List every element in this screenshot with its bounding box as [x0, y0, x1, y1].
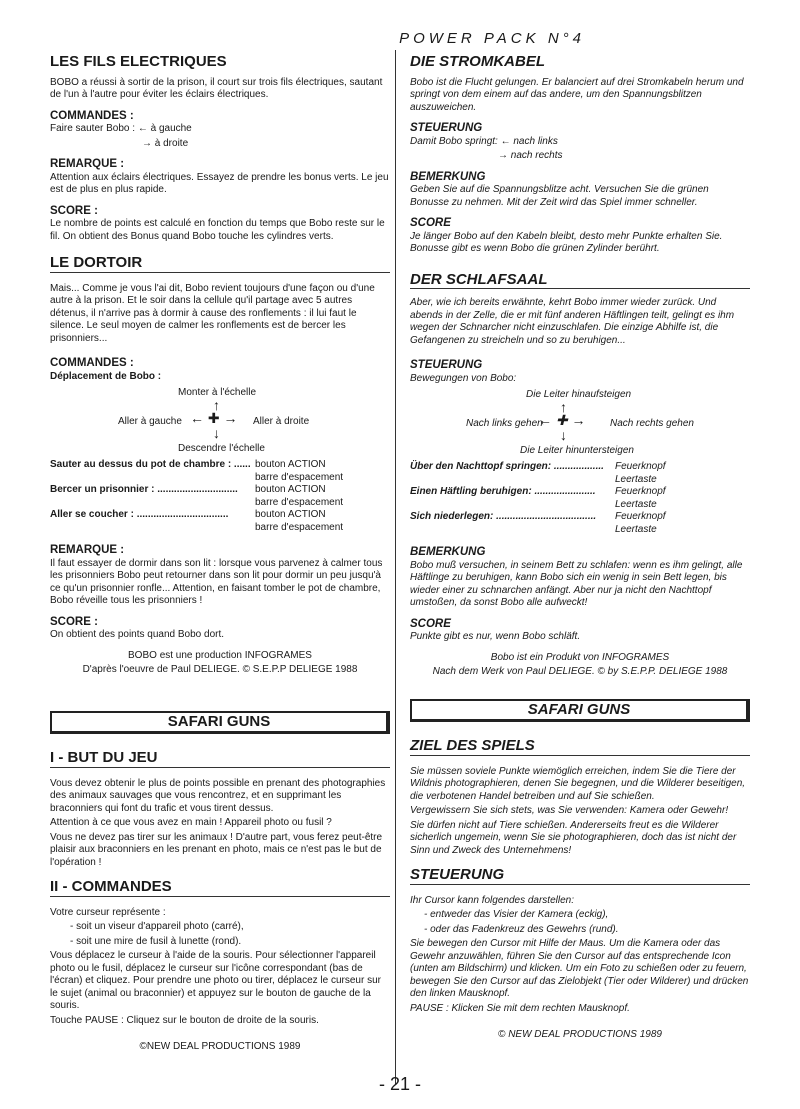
direction-diagram	[410, 387, 750, 457]
direction-left-label: Nach links gehen	[466, 418, 543, 429]
paragraph: Geben Sie auf die Spannungsblitze acht. Versuchen Sie die grünen Bonusse zu nehmen. Mit der Zeit wird das Spiel immer schneller.	[410, 184, 709, 208]
action-row	[50, 472, 390, 485]
subheading: REMARQUE :	[50, 544, 125, 556]
direction-up-label: Monter à l'échelle	[178, 387, 257, 398]
action-key-secondary: barre d'espacement	[255, 496, 344, 508]
arrow-up-icon: ↑	[560, 399, 567, 415]
page-header: POWER PACK N°4	[399, 30, 585, 47]
action-row	[410, 499, 750, 512]
credit-line: Nach dem Werk von Paul DELIEGE. © by S.E.P.P. DELIEGE 1988	[432, 666, 728, 677]
subheading: STEUERUNG	[410, 359, 483, 371]
section-title: ZIEL DES SPIELS	[410, 740, 750, 756]
spacer	[50, 497, 255, 510]
subheading: SCORE :	[50, 204, 98, 217]
list-item: - entweder das Visier der Kamera (eckig),	[424, 909, 609, 920]
cross-arrows-icon: ← ✚ →	[538, 412, 586, 428]
section-title: II - COMMANDES	[50, 881, 390, 897]
paragraph: Bobo ist die Flucht gelungen. Er balanciert auf drei Stromkabeln herum und springt von dem einem auf das andere, um den Spannungsblitzen auszuweichen.	[410, 76, 744, 113]
french-column	[50, 50, 390, 1056]
direction-diagram	[50, 385, 390, 455]
paragraph: Sie dürfen nicht auf Tiere schießen. Andererseits freut es die Wilderer sicherlich ungemein, wenn Sie sie photographieren, doch das ist nicht der Sinn und Zweck des Unternehmens!	[410, 819, 737, 856]
paragraph: Votre curseur représente :	[50, 906, 166, 918]
action-row	[410, 474, 750, 487]
action-key-secondary: Leertaste	[615, 473, 657, 485]
action-row	[50, 484, 390, 497]
action-key-secondary: barre d'espacement	[255, 471, 344, 483]
credit-line: D'après l'oeuvre de Paul DELIEGE. © S.E.P.P DELIEGE 1988	[82, 664, 358, 675]
action-row	[410, 461, 750, 474]
action-row	[410, 524, 750, 537]
action-key-primary: Feuerknopf	[615, 511, 666, 522]
action-key-primary: bouton ACTION	[255, 459, 326, 470]
list-item: - soit un viseur d'appareil photo (carré),	[70, 921, 244, 932]
spacer	[50, 522, 255, 535]
arrow-down-icon: ↓	[560, 427, 567, 443]
direction-right-label: Nach rechts gehen	[610, 418, 694, 429]
action-label: Sauter au dessus du pot de chambre : ......	[50, 459, 251, 470]
paragraph: Le nombre de points est calculé en fonction du temps que Bobo reste sur le fil. On obtient des Bonus quand Bobo touche les cylindres verts.	[50, 218, 385, 242]
action-key-primary: Feuerknopf	[615, 461, 666, 472]
section-title: I - BUT DU JEU	[50, 752, 390, 768]
action-row	[50, 497, 390, 510]
action-key-secondary: barre d'espacement	[255, 521, 344, 533]
page-number: - 21 -	[378, 1074, 421, 1094]
subheading: REMARQUE :	[50, 158, 125, 170]
spacer	[410, 474, 615, 487]
action-row	[50, 459, 390, 472]
action-row	[410, 486, 750, 499]
direction-up-label: Die Leiter hinaufsteigen	[526, 389, 632, 400]
direction-down-label: Descendre l'échelle	[178, 443, 265, 454]
action-key-primary: bouton ACTION	[255, 484, 326, 495]
actions-table	[410, 461, 750, 536]
copyright-footer: ©NEW DEAL PRODUCTIONS 1989	[139, 1041, 301, 1052]
subheading: COMMANDES :	[50, 357, 134, 369]
subheading: COMMANDES :	[50, 109, 134, 122]
section-banner: SAFARI GUNS	[50, 711, 390, 735]
section-title: LES FILS ELECTRIQUES	[50, 53, 227, 70]
direction-right-label: Aller à droite	[253, 416, 310, 427]
paragraph: Vous devez obtenir le plus de points possible en prenant des photographies des animaux sauvages que vous rencontrez, et en supprimant les braconniers qui font du trafic et vous tirent dessus.	[50, 777, 386, 814]
action-label: Über den Nachttopf springen: ..................	[410, 461, 604, 472]
paragraph: Sie bewegen den Cursor mit Hilfe der Maus. Um die Kamera oder das Gewehr anzuwählen, führen Sie den Cursor auf das entsprechende Icon (unten am Bildschirm) und klicken. Um ein Foto zu schießen oder zu feuern, bewegen Sie den Cursor auf das Zielobjekt (Tier oder Wilderer) und drücken den linken Mausknopf.	[410, 938, 749, 999]
section-banner: SAFARI GUNS	[410, 699, 750, 723]
list-item: - soit une mire de fusil à lunette (rond).	[70, 935, 242, 947]
credit-line: BOBO est une production INFOGRAMES	[128, 649, 312, 661]
paragraph: Aber, wie ich bereits erwähnte, kehrt Bobo immer wieder zurück. Und abends in der Zelle, die er mit fünf anderen Häftlingen teilt, gelingt es ihm wegen der Schnarcher nicht einzuschlafen. Die einzige Abhilfe ist, die Gefangenen zu streicheln und so zu beruhigen...	[410, 297, 735, 346]
paragraph: Vous ne devez pas tirer sur les animaux ! D'autre part, vous ferez peut-être plaisir aux braconniers en les prenant en photo, mais ce n'est pas le but de l'opération !	[50, 831, 383, 868]
action-label: Bercer un prisonnier : .............................	[50, 484, 238, 495]
paragraph: Punkte gibt es nur, wenn Bobo schläft.	[410, 631, 581, 642]
action-row	[410, 511, 750, 524]
paragraph: Bewegungen von Bobo:	[410, 372, 517, 384]
direction-down-label: Die Leiter hinuntersteigen	[520, 445, 634, 456]
subheading: BEMERKUNG	[410, 170, 486, 183]
spacer	[50, 472, 255, 485]
arrow-down-icon: ↓	[213, 425, 220, 441]
list-item: - oder das Fadenkreuz des Gewehrs (rund).	[424, 923, 619, 935]
command-line: Faire sauter Bobo : ← à gauche	[50, 123, 192, 134]
credit-line: Bobo ist ein Produkt von INFOGRAMES	[490, 651, 670, 663]
cross-arrows-icon: ← ✚ →	[190, 410, 238, 426]
action-row	[50, 522, 390, 535]
action-key-secondary: Leertaste	[615, 498, 657, 510]
command-line: Damit Bobo springt: ← nach links	[410, 135, 558, 147]
paragraph: PAUSE : Klicken Sie mit dem rechten Mausknopf.	[410, 1002, 630, 1014]
action-key-primary: bouton ACTION	[255, 509, 326, 520]
section-title: STEUERUNG	[410, 869, 750, 885]
subheading: SCORE :	[50, 615, 98, 628]
subheading: BEMERKUNG	[410, 546, 486, 558]
paragraph: Touche PAUSE : Cliquez sur le bouton de droite de la souris.	[50, 1014, 319, 1026]
subheading: SCORE	[410, 217, 451, 229]
paragraph: Vous déplacez le curseur à l'aide de la souris. Pour sélectionner l'appareil photo ou le fusil, déplacez le curseur sur l'icône correspondant (bas de l'écran) et cliquez. Pour prendre une photo ou tirer, déplacez le curseur sur le sujet (animal ou braconnier) et appuyez sur le bouton de gauche de la souris.	[50, 950, 381, 1011]
action-key-primary: Feuerknopf	[615, 486, 666, 497]
action-row	[50, 509, 390, 522]
column-divider	[395, 50, 396, 1085]
actions-table	[50, 459, 390, 534]
action-label: Sich niederlegen: ....................................	[410, 511, 597, 522]
paragraph: Ihr Cursor kann folgendes darstellen:	[410, 894, 574, 906]
paragraph: Bobo muß versuchen, in seinem Bett zu schlafen: wenn es ihm gelingt, alle Häftlinge zu beruhigen, kann Bobo sich ein wenig in sein Bett legen, bis wieder einer zu schnarchen anfängt. Aber nur ja nicht den Nachttopf umstoßen, da sonst Bobo alle aufweckt!	[410, 559, 743, 608]
paragraph: Attention aux éclairs électriques. Essayez de prendre les bonus verts. Le jeu est de plus en plus rapide.	[50, 171, 389, 195]
paragraph: Vergewissern Sie sich stets, was Sie verwenden: Kamera oder Gewehr!	[410, 805, 729, 816]
action-key-secondary: Leertaste	[615, 523, 657, 535]
section-title: DER SCHLAFSAAL	[410, 274, 750, 290]
action-label: Einen Häftling beruhigen: ......................	[410, 486, 596, 497]
paragraph: On obtient des points quand Bobo dort.	[50, 629, 225, 640]
spacer	[410, 524, 615, 537]
section-title: DIE STROMKABEL	[410, 53, 545, 70]
direction-left-label: Aller à gauche	[118, 416, 182, 427]
subheading: Déplacement de Bobo :	[50, 370, 162, 382]
spacer	[410, 499, 615, 512]
subheading: STEUERUNG	[410, 122, 483, 134]
paragraph: Attention à ce que vous avez en main ! Appareil photo ou fusil ?	[50, 817, 332, 828]
paragraph: Je länger Bobo auf den Kabeln bleibt, desto mehr Punkte erhalten Sie. Bonusse gibt es wenn Bobo die grünen Zylinder berührt.	[410, 230, 723, 254]
paragraph: BOBO a réussi à sortir de la prison, il court sur trois fils électriques, sautant de l'un à l'autre pour éviter les éclairs électriques.	[50, 76, 383, 100]
action-label: Aller se coucher : .................................	[50, 509, 229, 520]
arrow-up-icon: ↑	[213, 397, 220, 413]
german-column	[410, 50, 750, 1044]
copyright-footer: © NEW DEAL PRODUCTIONS 1989	[498, 1029, 662, 1040]
paragraph: Sie müssen soviele Punkte wiemöglich erreichen, indem Sie die Tiere der Wildnis photographieren, denen Sie begegnen, und die Wilderer beseitigen, die verbotenen Handel betreiben und auf Sie schießen.	[410, 765, 746, 802]
command-line: → nach rechts	[498, 150, 563, 161]
paragraph: Il faut essayer de dormir dans son lit : lorsque vous parvenez à calmer tous les prisonniers Bobo peut retourner dans son lit pour dormir un peu jusqu'à ce qu'un prisonnier ronfle... Attention, en faisant tomber le pot de chambre, Bobo réveille tous les prisonniers !	[50, 557, 383, 606]
section-title: LE DORTOIR	[50, 257, 390, 273]
subheading: SCORE	[410, 617, 451, 630]
paragraph: Mais... Comme je vous l'ai dit, Bobo revient toujours d'une façon ou d'une autre à la prison. Et le soir dans la cellule qu'il partage avec 5 autres détenus, il n'arrive pas à dormir à cause des ronflements : il lui faut le silence. Le seul moyen de calmer les ronflements est de bercer les prisonniers...	[50, 282, 375, 344]
command-line: → à droite	[142, 137, 189, 149]
